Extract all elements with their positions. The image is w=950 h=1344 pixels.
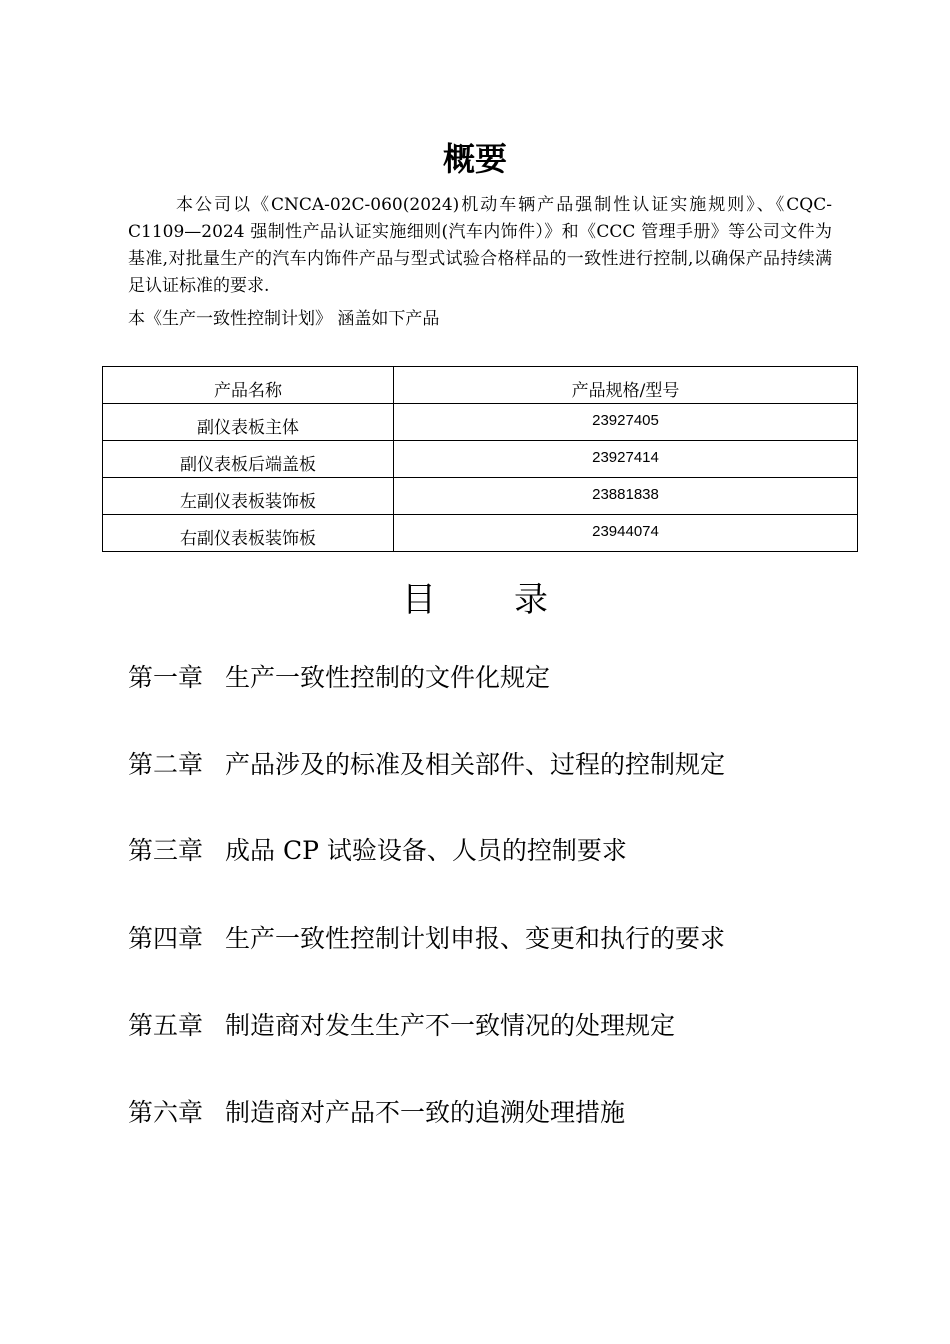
product-name-cell: 右副仪表板装饰板 bbox=[103, 515, 394, 552]
toc-chapter-title: 成品 CP 试验设备、人员的控制要求 bbox=[225, 836, 627, 865]
product-model-cell: 23927405 bbox=[394, 404, 858, 441]
toc-chapter-number: 第六章 bbox=[128, 1098, 204, 1127]
table-row bbox=[103, 478, 858, 515]
toc-item-chapter-3 bbox=[128, 835, 627, 867]
table-row bbox=[103, 404, 858, 441]
toc-chapter-title: 生产一致性控制的文件化规定 bbox=[225, 663, 551, 692]
toc-chapter-number: 第二章 bbox=[128, 750, 204, 779]
product-model-cell: 23944074 bbox=[394, 515, 858, 552]
product-model-cell: 23881838 bbox=[394, 478, 858, 515]
intro-paragraph bbox=[128, 192, 832, 300]
table-header-row bbox=[103, 367, 858, 404]
intro-text: 本公司以《CNCA-02C-060(2024)机动车辆产品强制性认证实施规则》、《CQC-C1109—2024 强制性产品认证实施细则(汽车内饰件）》和《CCC 管理手册》等公司文件为基准,对批量生产的汽车内饰件产品与型式试验合格样品的一致性进行控制,以确保产品持续满足认证标准的要求. bbox=[128, 195, 832, 296]
toc-chapter-title: 制造商对产品不一致的追溯处理措施 bbox=[225, 1098, 626, 1127]
toc-chapter-number: 第一章 bbox=[128, 663, 204, 692]
table-row bbox=[103, 515, 858, 552]
toc-chapter-title: 产品涉及的标准及相关部件、过程的控制规定 bbox=[225, 750, 726, 779]
toc-chapter-number: 第五章 bbox=[128, 1011, 204, 1040]
coverage-statement: 本《生产一致性控制计划》 涵盖如下产品 bbox=[128, 309, 440, 329]
header-product-model: 产品规格/型号 bbox=[394, 367, 858, 404]
toc-title bbox=[0, 572, 950, 621]
toc-chapter-number: 第三章 bbox=[128, 836, 204, 865]
toc-item-chapter-5 bbox=[128, 1010, 675, 1042]
products-table bbox=[102, 366, 858, 552]
toc-chapter-title: 制造商对发生生产不一致情况的处理规定 bbox=[225, 1011, 676, 1040]
toc-item-chapter-6 bbox=[128, 1097, 625, 1129]
table-row bbox=[103, 441, 858, 478]
toc-title-right: 录 bbox=[514, 580, 548, 620]
toc-item-chapter-2 bbox=[128, 749, 725, 781]
product-name-cell: 左副仪表板装饰板 bbox=[103, 478, 394, 515]
product-name-cell: 副仪表板主体 bbox=[103, 404, 394, 441]
toc-title-left: 目 bbox=[402, 580, 436, 620]
toc-chapter-number: 第四章 bbox=[128, 924, 204, 953]
product-name-cell: 副仪表板后端盖板 bbox=[103, 441, 394, 478]
toc-chapter-title: 生产一致性控制计划申报、变更和执行的要求 bbox=[225, 924, 726, 953]
toc-item-chapter-4 bbox=[128, 923, 725, 955]
product-model-cell: 23927414 bbox=[394, 441, 858, 478]
header-product-name: 产品名称 bbox=[103, 367, 394, 404]
overview-title: 概要 bbox=[442, 140, 507, 178]
toc-item-chapter-1 bbox=[128, 662, 550, 694]
